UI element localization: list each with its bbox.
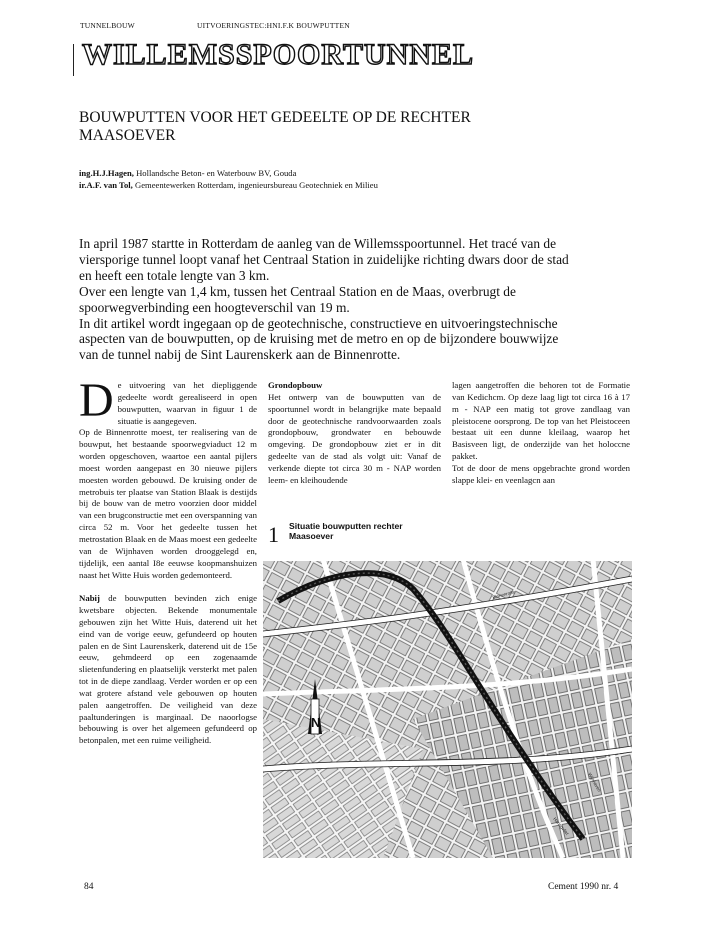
text-column-3 — [452, 380, 630, 487]
article-title: BOUWPUTTEN VOOR HET GEDEELTE OP DE RECHTER MAASOEVER — [79, 109, 471, 144]
running-header-topic: UITVOERINGSTEC:HNI.F.K BOUWPUTTEN — [197, 21, 350, 30]
situation-map — [263, 519, 632, 858]
figure-caption — [289, 521, 429, 541]
title-rule — [73, 44, 74, 76]
svg-text:Binnenrotte: Binnenrotte — [491, 589, 516, 600]
journal-issue: Cement 1990 nr. 4 — [548, 882, 619, 892]
figure-caption-line: Maasoever — [289, 531, 334, 541]
north-label: N — [311, 715, 321, 730]
author-line — [79, 168, 296, 178]
section-heading-text: Grondopbouw — [268, 380, 323, 390]
figure-number: 1 — [268, 522, 279, 547]
section-heading — [268, 380, 441, 392]
series-title: WILLEMSSPOORTUNNEL — [82, 38, 475, 71]
author-name: ir.A.F. van Tol, — [79, 180, 133, 190]
text-column-2 — [268, 380, 441, 487]
body-paragraph: Het ontwerp van de bouwputten van de spoortunnel wordt in belangrijke mate bepaald door de geotechnische randvoorwaarden zoals grondopbouw, grondwater en bebouwde omgeving. De grondopbouw ziet er in dit gedeelte van de stad als volgt uit: Vanaf de verkende diepte tot circa 30 m - NAP worden leem- en kleihoudende — [268, 391, 441, 485]
author-affiliation: Gemeentewerken Rotterdam, ingenieursbureau Geotechniek en Milieu — [134, 180, 378, 190]
running-header-section: TUNNELBOUW — [80, 21, 135, 30]
author-name: ing.H.J.Hagen, — [79, 168, 134, 178]
drop-cap: D — [79, 374, 114, 427]
author-affiliation: Hollandsche Beton- en Waterbouw BV, Gouda — [136, 168, 297, 178]
page-number: 84 — [84, 882, 94, 892]
intro-paragraph: Over een lengte van 1,4 km, tussen het Centraal Station en de Maas, overbrugt de spoorwegverbinding een hoogteverschil van 19 m. — [79, 283, 516, 315]
body-paragraph — [79, 374, 257, 427]
svg-text:Haringvliet: Haringvliet — [552, 816, 570, 836]
body-text: de bouwputten bevinden zich enige kwetsbare objecten. Bekende monumentale gebouwen zijn het Witte Huis, daterend uit het eind van de vorige eeuw, gefundeerd op houten palen en de Sint Laurenskerk, daterend uit de 15e eeuw, gehmdeerd op een zogenaamde slietenfundering en plaatselijk versterkt met palen tot in de diepe zandlaag. Verder worden er op een wat grotere afstand vele gebouwen op houten palen aangetroffen. De veiligheid van deze paaltunderingen is marginaal. De naoorlogse bebouwing is over het algemeen gefundeerd op betonpalen, met een ruime veiligheid. — [79, 593, 257, 746]
svg-text:Wijnhaven: Wijnhaven — [587, 772, 602, 793]
figure-caption-line: Situatie bouwputten rechter — [289, 521, 403, 531]
body-paragraph: lagen aangetroffen die behoren tot de Formatie van Kedichcm. Op deze laag ligt tot circa 16 à 17 m - NAP een matig tot grove zandlaag van pleistocene oorsprong. De top van het Pleistoceen bestaat uit een dunne kleilaag, waarop het Basisveen ligt, de onderzijde van het holoccne pakket. — [452, 380, 630, 462]
body-paragraph: Tot de door de mens opgebrachte grond worden slappe klei- en veenlagcn aan — [452, 462, 630, 485]
body-paragraph — [79, 593, 257, 747]
author-line — [79, 180, 378, 190]
body-text: e uitvoering van het diepliggende gedeelte wordt gerealiseerd in open bouwputten, waarvan in figuur 1 de situatie is aangegeven. — [117, 380, 257, 426]
run-in-lead: Nabij — [79, 593, 100, 604]
intro-paragraph: In dit artikel wordt ingegaan op de geotechnische, constructieve en uitvoeringstechnische aspecten van de bouwputten, op de kruising met de metro en op de bijzondere bouwwijze van de tunnel nabij de Sint Laurenskerk aan de Binnenrotte. — [79, 315, 559, 363]
intro-lead — [79, 236, 571, 363]
intro-paragraph: In april 1987 startte in Rotterdam de aanleg van de Willemsspoortunnel. Het tracé van de viersporige tunnel loopt vanaf het Centraal Station in zuidelijke richting dwars door de stad en heeft een totale lengte van 3 km. — [79, 236, 569, 283]
body-paragraph: Op de Binnenrotte moest, ter realisering van de bouwput, het bestaande spoorwegviaduct 12 m worden opgeschoven, waartoe een aantal pijlers moest worden aangepast en 30 nieuwe pijlers moesten worden gebouwd. De kruising onder de metrobuis ter plaatse van Station Blaak is destijds bij de bouw van de metro voorzien door middel van een brugconstructie met een overspanning van circa 52 m. Voor het gedeelte tussen het metrostation Blaak en de Maas moest een gedeelte van de Wijnhaven worden drooggelegd en, tijdelijk, een aantal I8e eeuwse koopmanshuizen naast het Witte Huis worden gedemonteerd. — [79, 427, 257, 580]
text-column-1 — [79, 374, 257, 747]
